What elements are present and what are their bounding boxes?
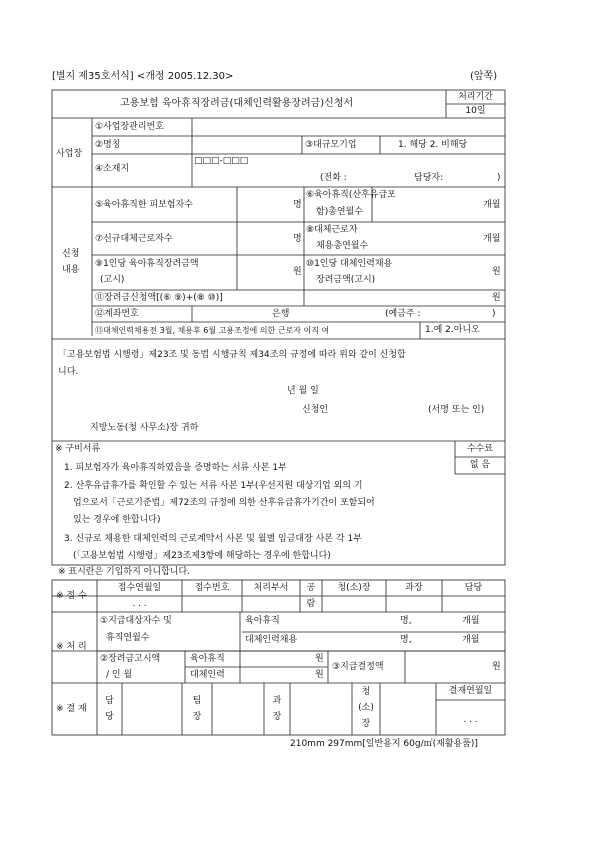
f11-unit: 원 — [492, 293, 501, 303]
dept-label: 처리부서 — [253, 583, 289, 593]
f6-label-1: ⑥육아휴직(산후유급포 — [306, 190, 396, 200]
f10-unit: 원 — [492, 267, 501, 277]
f9-unit: 원 — [293, 267, 302, 277]
approval-c3-1: 과 — [272, 696, 282, 706]
approval-c1-1: 담 — [105, 696, 114, 706]
f12-label: ⑫계좌번호 — [95, 309, 139, 319]
page-side: (앞쪽) — [470, 71, 498, 82]
approval-date-dots: . . . — [463, 715, 478, 725]
f10-label-1: ⑩1인당 대체인력채용 — [306, 259, 393, 269]
section-business: 사업장 — [56, 149, 83, 159]
f8-label-1: ⑧대체근로자 — [306, 225, 358, 235]
signature-label: (서명 또는 인) — [428, 405, 485, 415]
section-chief-label: 과장 — [405, 583, 423, 593]
approval-c3-2: 장 — [272, 712, 282, 722]
declaration-line2: 니다. — [58, 367, 79, 377]
gong-label-1: 공 — [306, 583, 316, 593]
doc-item-2-3: 있는 경우에 한합니다) — [73, 515, 161, 525]
doc-item-2-2: 업으로서「근로기준법」제72조의 규정에 의한 산후유급휴가기간이 포함되어 — [73, 498, 375, 508]
doc-item-3-2: (「고용보험법 시행령」제23조제3항에 해당하는 경우에 한합니다) — [73, 551, 331, 561]
fee-value: 없 음 — [469, 460, 491, 470]
receipt-label: ※ 접 수 — [56, 591, 87, 601]
p2-label-1: ②장려금고시액 — [100, 654, 161, 664]
declaration-date: 년 월 일 — [287, 386, 319, 396]
p1-replace: 대체인력채용 — [245, 635, 298, 645]
name-label: ②명칭 — [95, 140, 121, 150]
declaration-line1: 「고용보험법 시행령」제23조 및 동법 시행규칙 제34조의 규정에 따라 위와 같이 신청합 — [58, 350, 406, 360]
p2-child: 육아휴직 — [190, 654, 225, 664]
gong-label-2: 람 — [306, 599, 316, 609]
f7-label: ⑦신규대체근로자수 — [95, 234, 173, 244]
processing-value: 10일 — [465, 106, 486, 116]
processing-label: 처리기간 — [458, 92, 493, 102]
approval-c4-1: 청 — [361, 687, 371, 697]
p3-label: ③지급결정액 — [332, 662, 384, 672]
large-company-options[interactable]: 1. 해당 2. 비해당 — [398, 140, 468, 150]
f5-label: ⑤육아휴직한 피보험자수 — [95, 200, 193, 210]
mgmt-no-label: ①사업장관리번호 — [95, 122, 164, 132]
officer-label: 담당 — [464, 583, 483, 593]
phone-label: (전화 : — [320, 173, 347, 183]
f9-label-1: ⑨1인당 육아휴직장려금액 — [95, 259, 199, 269]
doc-item-1: 1. 피보험자가 육아휴직하였음을 증명하는 서류 사본 1부 — [64, 463, 287, 473]
approval-c4-3: 장 — [361, 719, 371, 729]
p1-months-1: 개월 — [462, 616, 480, 626]
approval-c4-2: (소) — [358, 703, 374, 713]
address-label: ④소재지 — [95, 164, 130, 174]
approval-label: ※ 결 재 — [56, 704, 87, 714]
f13-options[interactable]: 1.예 2.아니오 — [425, 325, 480, 335]
postal-code-boxes[interactable]: □□□-□□□ — [194, 156, 249, 166]
f12-close: ) — [492, 309, 496, 319]
p1-people-2: 명, — [400, 635, 412, 645]
p1-label-1: ①지급대상자수 및 — [100, 616, 172, 626]
p2-label-2: / 인 월 — [106, 670, 133, 680]
receipt-no-label: 접수번호 — [194, 583, 230, 593]
approval-c1-2: 당 — [105, 712, 114, 722]
f9-label-2: (고시) — [100, 275, 125, 285]
p1-label-2: 휴직연월수 — [106, 633, 150, 643]
doc-item-2-1: 2. 산후유급휴가를 확인할 수 있는 서류 사본 1부(우선지원 대상기업 외의 기 — [64, 481, 363, 491]
addressee: 지방노동(청 사무소)장 귀하 — [90, 423, 199, 433]
p1-child: 육아휴직 — [245, 616, 280, 626]
paper-spec: 210mm 297mm[일반용지 60g/㎡(재활용품)] — [290, 739, 478, 749]
official-use-note: ※ 표시란은 기입하지 아니합니다. — [58, 567, 191, 577]
form-title: 고용보험 육아휴직장려금(대체인력활용장려금)신청서 — [120, 98, 354, 109]
p1-people-1: 명, — [400, 616, 412, 626]
approval-date-label: 결재연월일 — [448, 686, 493, 696]
docs-title: ※ 구비서류 — [55, 444, 101, 454]
approval-c2-2: 장 — [192, 712, 202, 722]
fee-label: 수수료 — [466, 444, 494, 454]
p2-won-1: 원 — [315, 654, 324, 664]
f6-label-2: 함)총연월수 — [316, 207, 363, 217]
f10-label-2: 장려금액(고시) — [316, 275, 376, 285]
receipt-date-dots: . . . — [132, 599, 147, 609]
f6-unit: 개월 — [483, 200, 501, 210]
f13-label: ⑬대체인력채용전 3월, 채용후 6월 고용조정에 의한 근로자 이직 여 — [95, 326, 330, 335]
section-apply-1: 신청 — [62, 249, 80, 259]
p2-won-2: 원 — [315, 670, 324, 680]
p1-months-2: 개월 — [462, 635, 480, 645]
f11-label: ⑪장려금신청액[(⑥ ⑨)+(⑧ ⑩)] — [95, 293, 223, 303]
phone-close: ) — [497, 173, 501, 183]
process-label: ※ 처 리 — [56, 642, 87, 652]
applicant-label: 신청인 — [302, 405, 329, 415]
p3-won: 원 — [492, 662, 501, 672]
f12-holder: (예금주 : — [385, 309, 421, 319]
doc-item-3-1: 3. 신규로 채용한 대체인력의 근로계약서 사본 및 월별 임금대장 사본 각 1부 — [64, 534, 362, 544]
manager-label: 담당자: — [414, 173, 444, 183]
f5-unit: 명 — [293, 200, 302, 210]
approval-c2-1: 팀 — [192, 696, 202, 706]
section-apply-2: 내용 — [62, 265, 80, 275]
f8-label-2: 채용총연월수 — [316, 241, 369, 251]
large-company-label: ③대규모기업 — [305, 140, 357, 150]
f8-unit: 개월 — [483, 234, 501, 244]
form-number: [별지 제35호서식] <개정 2005.12.30> — [52, 71, 234, 82]
p2-replace: 대체인력 — [190, 670, 225, 680]
f7-unit: 명 — [293, 234, 302, 244]
receipt-date-label: 접수연월일 — [117, 583, 162, 593]
f12-bank: 은행 — [272, 309, 290, 319]
chief-label: 청(소)장 — [337, 583, 371, 593]
